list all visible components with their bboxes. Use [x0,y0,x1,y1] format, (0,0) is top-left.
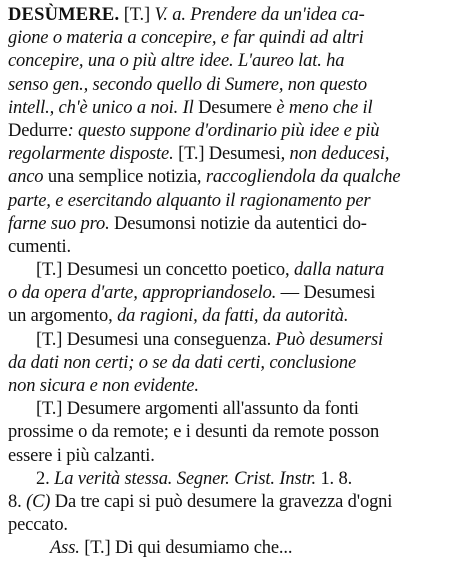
entry-line [8,445,464,468]
text-segment: 2. [36,468,55,489]
italic-text: da dati non certi; o se da dati certi, conclusione [8,352,357,373]
italic-text: regolarmente disposte. [8,144,179,165]
italic-text: (C) [26,491,55,512]
entry-line [8,468,464,491]
text-segment: Desumonsi notizie da autentici do- [114,213,367,234]
entry-line [8,537,464,560]
text-segment: [T.] Desumere argomenti all'assunto da fonti [36,399,359,420]
italic-text: gione o materia a concepire, e far quindi ad altri [8,28,364,49]
text-segment: Dedurre [8,120,68,141]
entry-line [8,305,464,328]
entry-line [8,74,464,97]
entry-line [8,491,464,514]
entry-line [8,259,464,282]
italic-text: o da opera d'arte, appropriandoselo. [8,283,281,304]
entry-line [8,398,464,421]
text-segment: una semplice notizia, [47,167,206,188]
italic-text: dalla natura [293,260,385,281]
text-segment: prossime o da remote; e i desunti da remote posson [8,422,380,443]
entry-line [8,166,464,189]
entry-line [8,329,464,352]
entry-line [8,4,464,27]
text-segment: cumenti. [8,236,72,257]
italic-text: Può desumersi [275,329,384,350]
italic-text: intell., ch'è unico a noi. Il [8,97,199,118]
italic-text: La verità stessa. Segner. Crist. Instr. [54,468,321,489]
text-segment: 1. 8. [320,468,353,489]
italic-text: senso gen., secondo quello di Sumere, non questo [8,74,367,95]
italic-text: farne suo pro. [8,213,115,234]
text-segment: [T.] Desumesi, [178,144,290,165]
italic-text: Ass. [50,538,85,559]
entry-line [8,213,464,236]
text-segment: Da tre capi si può desumere la gravezza d'ogni [54,491,393,512]
text-segment: 8. [8,491,27,512]
italic-text: concepire, una o più altre idee. L'aureo lat. ha [8,51,345,72]
text-segment: , [384,144,390,165]
text-segment: [T.] Desumesi un concetto poetico, [36,260,294,281]
entry-line [8,236,464,259]
entry-text-block [8,4,464,561]
text-segment: un argomento, [8,306,118,327]
italic-text: V. a. Prendere da un'idea ca- [154,5,365,25]
entry-line [8,143,464,166]
text-segment: [T.] Di qui desumiamo che... [84,538,293,559]
entry-line [8,514,464,537]
italic-text: raccogliendola da qualche [205,167,401,188]
entry-line [8,352,464,375]
text-segment: — Desumesi [280,283,376,304]
text-segment: [T.] [119,5,155,25]
italic-text: parte, e esercitando alquanto il ragionamento per [8,190,371,211]
italic-text: è meno che il [276,97,373,118]
entry-line [8,282,464,305]
headword: DESÙMERE. [8,5,120,25]
entry-line [8,190,464,213]
entry-line [8,50,464,73]
italic-text: anco [8,167,48,188]
text-segment: peccato. [8,515,68,536]
entry-line [8,27,464,50]
entry-line [8,421,464,444]
entry-line [8,97,464,120]
italic-text: non deducesi [289,144,385,165]
italic-text: : questo suppone d'ordinario più idee e più [67,120,380,141]
text-segment: Desumere [198,97,277,118]
italic-text: non sicura e non evidente. [8,376,199,396]
italic-text: da ragioni, da fatti, da autorità. [117,306,349,327]
text-segment: [T.] Desumesi una conseguenza. [36,329,276,350]
entry-line [8,375,464,398]
text-segment: essere i più calzanti. [8,445,155,466]
entry-line [8,120,464,143]
